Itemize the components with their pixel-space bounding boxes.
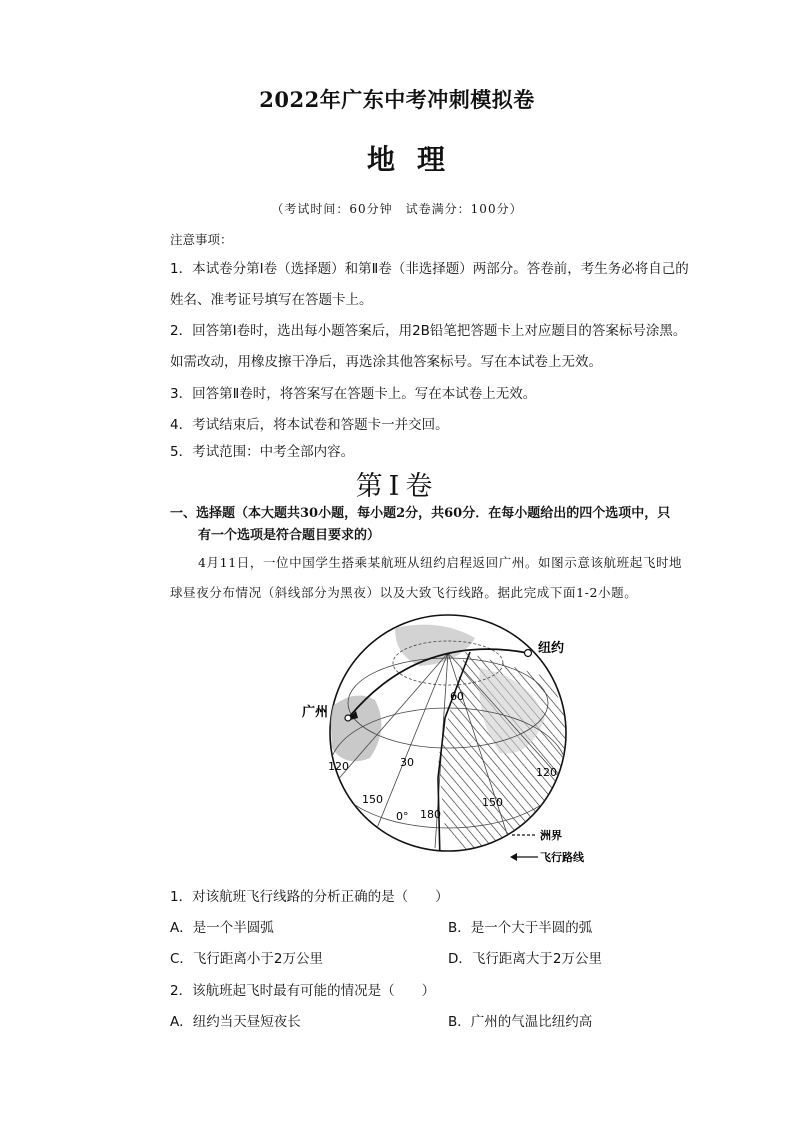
notice-item: 如需改动，用橡皮擦干净后，再选涂其他答案标号。写在本试卷上无效。 [170,354,602,370]
intro-line1: 4月11日，一位中国学生搭乘某航班从纽约启程返回广州。如图示意该航班起飞时地 [198,555,683,570]
exam-title: 2022年广东中考冲刺模拟卷 [259,87,535,112]
lat-60-label: 60 [450,690,464,703]
question-1-stem: 1．对该航班飞行线路的分析正确的是（ ） [170,889,449,905]
question-2-stem: 2．该航班起飞时最有可能的情况是（ ） [170,983,436,999]
lon-120w-label: 120 [328,760,349,773]
niuyue-point [525,650,532,657]
legend-boundary-label: 洲界 [540,829,562,842]
notice-item: 5．考试范围：中考全部内容。 [170,444,355,460]
notice-heading: 注意事项： [170,232,233,247]
q1-option-d[interactable]: D．飞行距离大于2万公里 [448,951,602,967]
lon-180-label: 180 [420,808,441,821]
lon-150w-label: 150 [362,793,383,806]
intro-line2: 球昼夜分布情况（斜线部分为黑夜）以及大致飞行线路。据此完成下面1-2小题。 [170,585,638,600]
globe-map [300,608,600,873]
notice-item: 3．回答第Ⅱ卷时，将答案写在答题卡上。写在本试卷上无效。 [170,386,537,402]
q2-option-a[interactable]: A．纽约当天昼短夜长 [170,1014,301,1030]
subject-title: 地理 [366,143,467,176]
lon-120e-label: 120 [536,766,557,779]
notice-item: 1．本试卷分第Ⅰ卷（选择题）和第Ⅱ卷（非选择题）两部分。答卷前，考生务必将自己的 [170,261,689,277]
guangzhou-point [345,715,351,721]
asia-land [330,696,381,762]
globe-figure [300,608,600,873]
q1-option-c[interactable]: C．飞行距离小于2万公里 [170,951,324,967]
notice-item: 2．回答第Ⅰ卷时，选出每小题答案后，用2B铅笔把答题卡上对应题目的答案标号涂黑。 [170,323,687,339]
legend-route-label: 飞行路线 [540,851,584,864]
q2-option-b[interactable]: B．广州的气温比纽约高 [448,1014,593,1030]
guangzhou-label: 广州 [302,705,329,720]
notice-item: 姓名、准考证号填写在答题卡上。 [170,292,373,308]
section-heading-line1: 一、选择题（本大题共30小题，每小题2分，共60分．在每小题给出的四个选项中，只 [170,506,671,521]
exam-info: （考试时间：60分钟 试卷满分：100分） [271,202,523,216]
lon-150e-label: 150 [482,796,503,809]
notice-item: 4．考试结束后，将本试卷和答题卡一并交回。 [170,417,449,433]
section-heading-line2: 有一个选项是符合题目要求的） [198,528,381,543]
niuyue-label: 纽约 [538,641,565,656]
q1-option-b[interactable]: B．是一个大于半圆的弧 [448,920,593,936]
lat-30-label: 30 [400,756,414,769]
q1-option-a[interactable]: A．是一个半圆弧 [170,920,274,936]
volume-title: 第Ⅰ卷 [355,471,439,502]
lat-0-label: 0° [396,810,409,823]
legend-route-arrow [510,853,517,861]
